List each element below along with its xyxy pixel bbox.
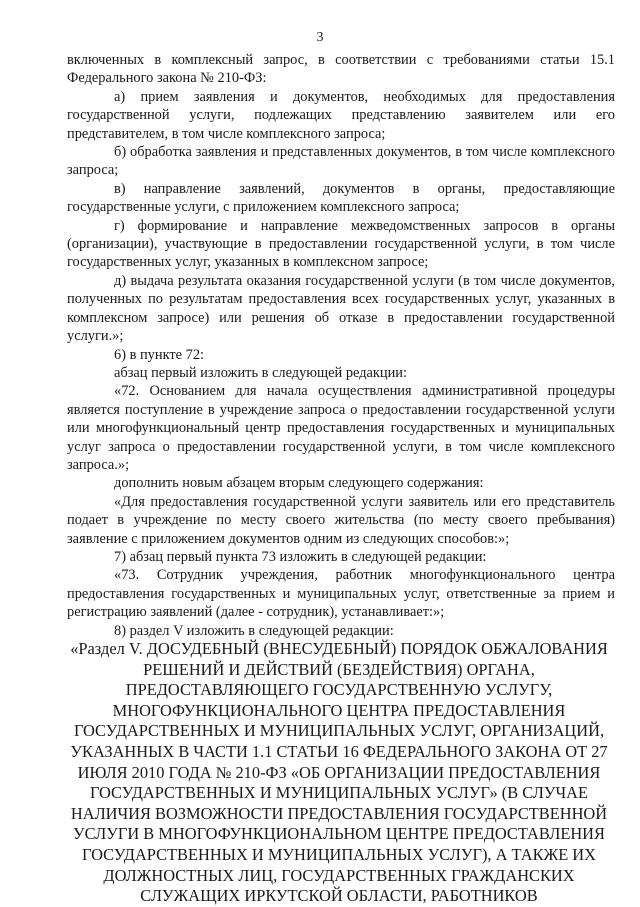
paragraph-amendment-7: 7) абзац первый пункта 73 изложить в следующей редакции: bbox=[114, 548, 487, 565]
paragraph-addition-text: «Для предоставления государственной услуги заявитель или его представитель подает в учреждение по месту своего жительства (по месту своего пребывания) заявление с приложением документов одним из следующих способов:»; bbox=[67, 493, 615, 547]
paragraph-addition-intro: дополнить новым абзацем вторым следующего содержания: bbox=[114, 475, 484, 492]
body-text bbox=[67, 51, 615, 640]
paragraph-point-73: «73. Сотрудник учреждения, работник многофункционального центра предоставления государственных и муниципальных услуг, ответственные за прием и регистрацию заявлений (далее - сотрудник), устанавливает:»; bbox=[67, 567, 615, 621]
paragraph-item-a: а) прием заявления и документов, необходимых для предоставления государственной услуги, подлежащих представлению заявителем или его представителем, в том числе комплексного запроса; bbox=[67, 88, 615, 142]
section-heading: «Раздел V. ДОСУДЕБНЫЙ (ВНЕСУДЕБНЫЙ) ПОРЯДОК ОБЖАЛОВАНИЯ РЕШЕНИЙ И ДЕЙСТВИЙ (БЕЗДЕЙСТВИЯ) ОРГАНА, ПРЕДОСТАВЛЯЮЩЕГО ГОСУДАРСТВЕННУЮ УСЛУГУ, МНОГОФУНКЦИОНАЛЬНОГО ЦЕНТРА ПРЕДОСТАВЛЕНИЯ ГОСУДАРСТВЕННЫХ И МУНИЦИПАЛЬНЫХ УСЛУГ, ОРГАНИЗАЦИЙ, УКАЗАННЫХ В ЧАСТИ 1.1 СТАТЬИ 16 ФЕДЕРАЛЬНОГО ЗАКОНА ОТ 27 ИЮЛЯ 2010 ГОДА № 210-ФЗ «ОБ ОРГАНИЗАЦИИ ПРЕДОСТАВЛЕНИЯ ГОСУДАРСТВЕННЫХ И МУНИЦИПАЛЬНЫХ УСЛУГ» (В СЛУЧАЕ НАЛИЧИЯ ВОЗМОЖНОСТИ ПРЕДОСТАВЛЕНИЯ ГОСУДАРСТВЕННОЙ УСЛУГИ В МНОГОФУНКЦИОНАЛЬНОМ ЦЕНТРЕ ПРЕДОСТАВЛЕНИЯ ГОСУДАРСТВЕННЫХ И МУНИЦИПАЛЬНЫХ УСЛУГ), А ТАКЖЕ ИХ ДОЛЖНОСТНЫХ ЛИЦ, ГОСУДАРСТВЕННЫХ ГРАЖДАНСКИХ СЛУЖАЩИХ ИРКУТСКОЙ ОБЛАСТИ, РАБОТНИКОВ bbox=[70, 639, 608, 906]
paragraph-amendment-6-intro: абзац первый изложить в следующей редакции: bbox=[114, 364, 408, 381]
paragraph-item-d: д) выдача результата оказания государственной услуги (в том числе документов, полученных по результатам предоставления всех государственных услуг, указанных в комплексном запросе) или решения об отказе в предоставлении государственной услуги.»; bbox=[67, 272, 615, 345]
paragraph-item-g: г) формирование и направление межведомственных запросов в органы (организации), участвующие в предоставлении государственной услуги, в том числе государственных услуг, указанных в комплексном запросе; bbox=[67, 217, 615, 271]
page-number: 3 bbox=[316, 30, 324, 45]
paragraph-point-72: «72. Основанием для начала осуществления административной процедуры является поступление в учреждение запроса о предоставлении государственной услуги или многофункциональный центр предоставления государственных и муниципальных услуг запроса о предоставлении государственной услуги, в том числе комплексного запроса.»; bbox=[67, 383, 615, 473]
paragraph-amendment-6: 6) в пункте 72: bbox=[114, 346, 205, 363]
paragraph-amendment-8: 8) раздел V изложить в следующей редакции: bbox=[114, 622, 394, 639]
paragraph-item-v: в) направление заявлений, документов в органы, предоставляющие государственные услуги, с приложением комплексного запроса; bbox=[67, 180, 615, 216]
paragraph-item-b: б) обработка заявления и представленных документов, в том числе комплексного запроса; bbox=[67, 144, 615, 179]
paragraph-1: включенных в комплексный запрос, в соответствии с требованиями статьи 15.1 Федерального закона № 210-ФЗ: bbox=[67, 52, 615, 87]
